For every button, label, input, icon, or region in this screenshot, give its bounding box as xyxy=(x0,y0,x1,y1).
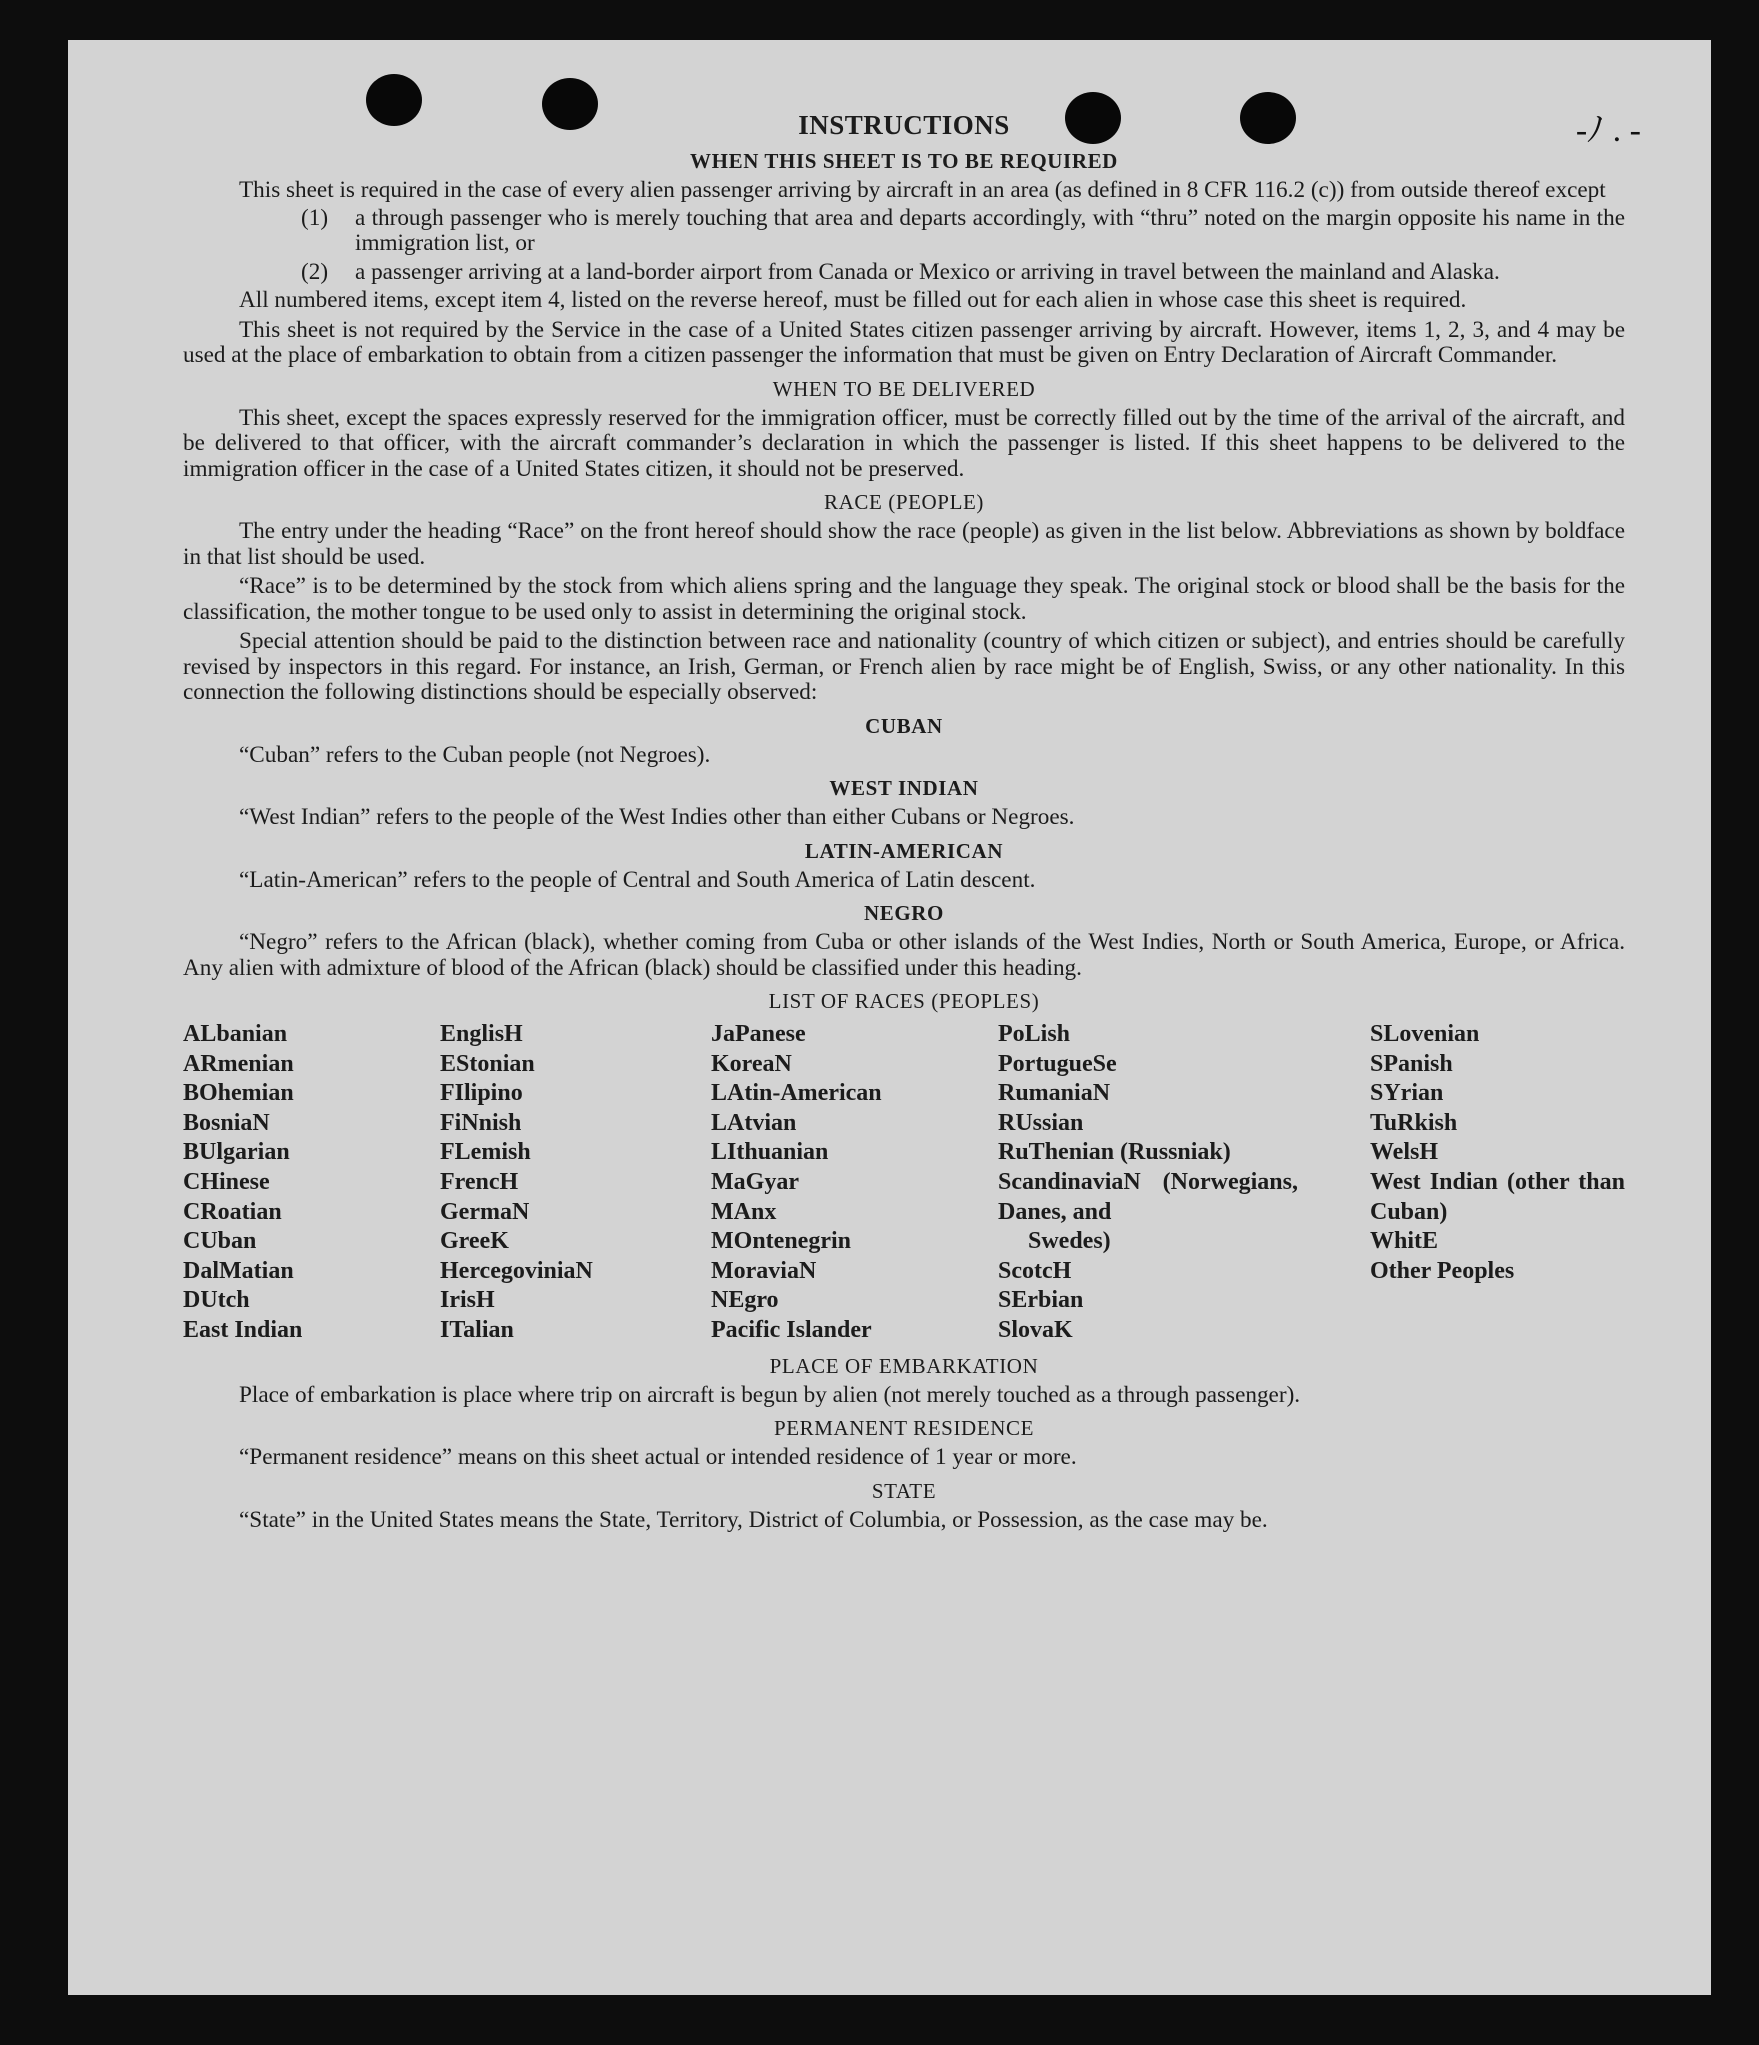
race-item: CHinese xyxy=(183,1168,270,1195)
race-item: FLemish xyxy=(440,1139,531,1166)
race-item: BosniaN xyxy=(183,1109,270,1136)
paragraph: “State” in the United States means the State, Territory, District of Columbia, or Possession, as the case may be. xyxy=(239,1506,1268,1533)
item-number: (1) xyxy=(301,204,329,231)
race-item: HercegoviniaN xyxy=(440,1257,593,1284)
race-item: MAnx xyxy=(711,1198,777,1225)
item-number: (2) xyxy=(301,258,329,285)
race-item: KoreaN xyxy=(711,1050,792,1077)
paragraph: “Race” is to be determined by the stock from which aliens spring and the language they speak. The original stock or blood shall be the basis for the classification, the mother tongue to be used only to assist in determining the original stock. xyxy=(183,573,1625,625)
race-item: WelsH xyxy=(1370,1139,1439,1166)
race-item: CRoatian xyxy=(183,1198,282,1225)
document-title: INSTRUCTIONS xyxy=(798,110,1010,140)
race-item: PoLish xyxy=(998,1021,1071,1047)
races-column xyxy=(183,1020,440,1346)
race-item-continued: Swedes) xyxy=(1028,1228,1111,1255)
race-item: CUban xyxy=(183,1228,257,1255)
race-item: MaGyar xyxy=(711,1168,799,1195)
race-item: EStonian xyxy=(440,1050,535,1077)
handwritten-mark: -ﾉ . - xyxy=(1575,112,1641,149)
item-text: a through passenger who is merely touching that area and departs accordingly, with “thru” noted on the margin opposite his name in the immigration list, or xyxy=(355,204,1625,256)
race-item: ARmenian xyxy=(183,1050,294,1077)
race-item: MoraviaN xyxy=(711,1257,817,1284)
race-item: ALbanian xyxy=(183,1021,288,1047)
section-heading: PERMANENT RESIDENCE xyxy=(773,1416,1035,1441)
race-item: WhitE xyxy=(1370,1228,1439,1255)
races-column xyxy=(711,1020,998,1346)
subsection-heading: WEST INDIAN xyxy=(829,776,979,800)
subsection-heading: CUBAN xyxy=(865,713,943,738)
paragraph: This sheet is required in the case of every alien passenger arriving by aircraft in an area (as defined in 8 CFR 116.2 (c)) from outside thereof except xyxy=(239,177,1606,203)
paragraph: Special attention should be paid to the distinction between race and nationality (country of which citizen or subject), and entries should be carefully revised by inspectors in this regard. For instance, an Irish, German, or French alien by race might be of English, Swiss, or any other nationality. In this connection the following distinctions should be especially observed: xyxy=(183,628,1625,705)
race-item: RumaniaN xyxy=(998,1080,1111,1107)
paragraph: All numbered items, except item 4, listed on the reverse hereof, must be filled out for each alien in whose case this sheet is required. xyxy=(239,287,1467,313)
race-item: GreeK xyxy=(440,1228,509,1255)
paragraph: The entry under the heading “Race” on the front hereof should show the race (people) as given in the list below. Abbreviations as shown by boldface in that list should be used. xyxy=(183,518,1625,570)
races-column xyxy=(1370,1020,1625,1346)
definition-text: “Latin-American” refers to the people of Central and South America of Latin descent. xyxy=(239,866,1036,893)
race-item: LIthuanian xyxy=(711,1139,829,1166)
race-item: FiNnish xyxy=(440,1109,522,1136)
race-item: DUtch xyxy=(183,1287,250,1314)
section-heading: LIST OF RACES (PEOPLES) xyxy=(768,989,1040,1013)
race-item: BUlgarian xyxy=(183,1139,290,1166)
section-heading: STATE xyxy=(871,1478,937,1503)
races-column xyxy=(440,1020,711,1346)
section-heading: PLACE OF EMBARKATION xyxy=(769,1353,1039,1378)
paragraph: This sheet, except the spaces expressly reserved for the immigration officer, must be correctly filled out by the time of the arrival of the aircraft, and be delivered to that officer, with the aircraft commander’s declaration in which the passenger is listed. If this sheet happens to be delivered to the immigration officer in the case of a United States citizen, it should not be preserved. xyxy=(183,404,1625,482)
paragraph: Place of embarkation is place where trip on aircraft is begun by alien (not merely touched as a through passenger). xyxy=(239,1381,1301,1408)
race-item: FrencH xyxy=(440,1168,519,1195)
definition-text: “Permanent residence” means on this sheet actual or intended residence of 1 year or more. xyxy=(239,1444,1077,1471)
paragraph: This sheet is not required by the Service in the case of a United States citizen passenger arriving by aircraft. However, items 1, 2, 3, and 4 may be used at the place of embarkation to obtain from a citizen passenger the information that must be given on Entry Declaration of Aircraft Commander. xyxy=(183,316,1625,368)
race-item: SLovenian xyxy=(1370,1021,1480,1047)
section-heading: WHEN THIS SHEET IS TO BE REQUIRED xyxy=(690,149,1118,173)
race-item: Other Peoples xyxy=(1370,1257,1515,1284)
race-item: BOhemian xyxy=(183,1080,294,1107)
definition-text: “Cuban” refers to the Cuban people (not Negroes). xyxy=(239,741,711,768)
document-sheet xyxy=(68,40,1711,1995)
race-item: PortugueSe xyxy=(998,1050,1117,1077)
race-item: ScandinaviaN (Norwegians, Danes, and xyxy=(998,1168,1298,1225)
section-heading: RACE (PEOPLE) xyxy=(823,490,985,514)
subsection-heading: LATIN-AMERICAN xyxy=(804,838,1004,863)
race-item: Pacific Islander xyxy=(711,1316,872,1343)
race-item: SErbian xyxy=(998,1287,1084,1314)
race-item: SlovaK xyxy=(998,1316,1073,1343)
instructions-content xyxy=(183,110,1625,1533)
race-item: SPanish xyxy=(1370,1050,1453,1077)
race-item: NEgro xyxy=(711,1287,779,1314)
races-list xyxy=(183,1020,1625,1346)
race-item: JaPanese xyxy=(711,1021,806,1047)
races-column xyxy=(998,1020,1370,1346)
race-item: ScotcH xyxy=(998,1257,1072,1284)
race-item: TuRkish xyxy=(1370,1109,1458,1136)
race-item: SYrian xyxy=(1370,1080,1444,1107)
item-text: a passenger arriving at a land-border airport from Canada or Mexico or arriving in travel between the mainland and Alaska. xyxy=(355,258,1500,285)
race-item: West Indian (other than Cuban) xyxy=(1370,1168,1625,1225)
section-heading: WHEN TO BE DELIVERED xyxy=(772,376,1036,401)
subsection-heading: NEGRO xyxy=(863,901,944,925)
paragraph: “Negro” refers to the African (black), whether coming from Cuba or other islands of the West Indies, North or South America, Europe, or Africa. Any alien with admixture of blood of the African (black) should be classified under this heading. xyxy=(183,929,1625,981)
definition-text: “West Indian” refers to the people of the West Indies other than either Cubans or Negroes. xyxy=(239,804,1075,830)
exception-item xyxy=(301,206,1625,257)
race-item: RuThenian (Russniak) xyxy=(998,1139,1231,1166)
race-item: East Indian xyxy=(183,1316,303,1343)
race-item: ITalian xyxy=(440,1316,514,1343)
race-item: FIlipino xyxy=(440,1080,523,1107)
race-item: MOntenegrin xyxy=(711,1228,851,1255)
race-item: EnglisH xyxy=(440,1021,523,1047)
exception-item xyxy=(301,260,1625,286)
race-item: LAtin-American xyxy=(711,1080,882,1107)
race-item: RUssian xyxy=(998,1109,1084,1136)
race-item: LAtvian xyxy=(711,1109,797,1136)
race-item: GermaN xyxy=(440,1198,530,1225)
race-item: IrisH xyxy=(440,1287,495,1314)
race-item: DalMatian xyxy=(183,1257,294,1284)
